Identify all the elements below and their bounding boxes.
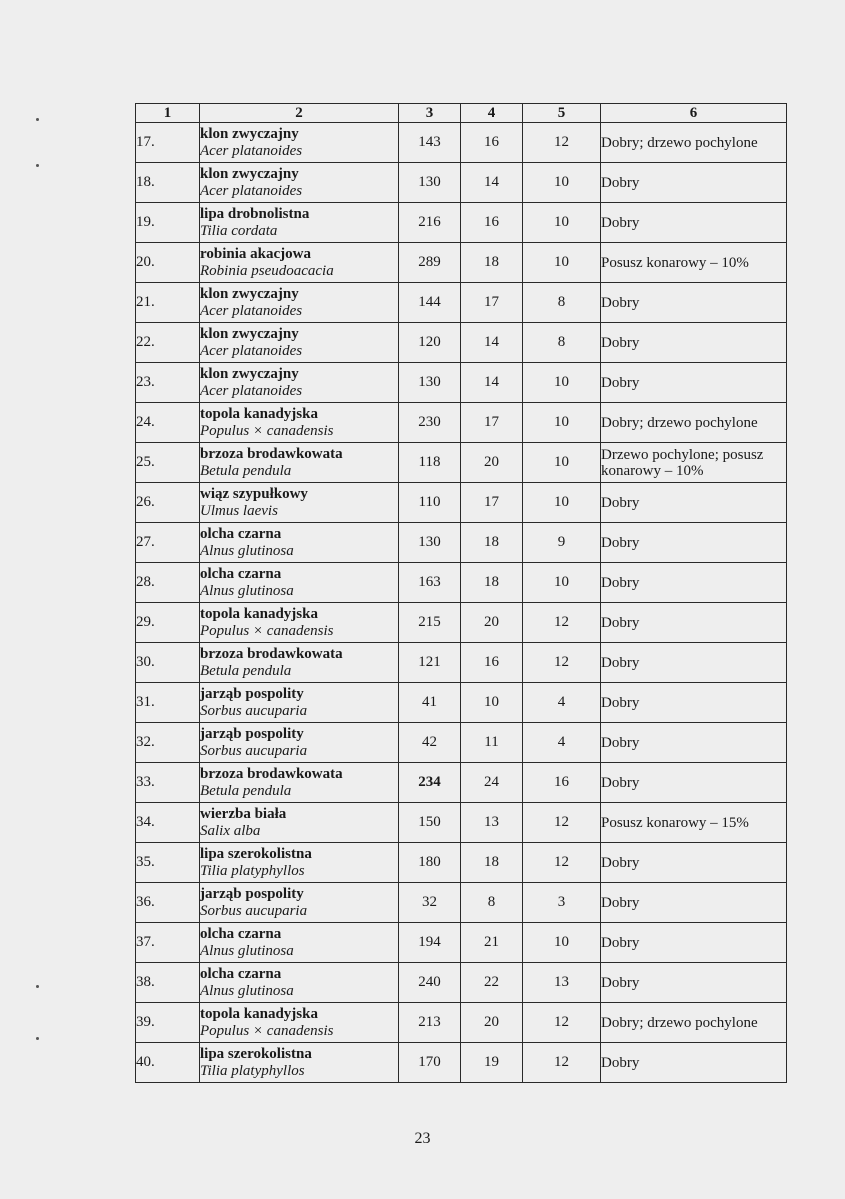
column-4-value: 17: [461, 483, 523, 523]
table-row: [136, 323, 787, 363]
column-5-value: 10: [523, 563, 601, 603]
table-row: [136, 163, 787, 203]
table-row: [136, 1043, 787, 1083]
species-polish-name: jarząb pospolity: [200, 885, 304, 902]
species-polish-name: brzoza brodawkowata: [200, 445, 343, 462]
scan-speck: [36, 1037, 39, 1040]
column-4-value: 13: [461, 803, 523, 843]
condition-note: Dobry; drzewo pochylone: [601, 403, 787, 443]
column-5-value: 10: [523, 403, 601, 443]
species-latin-name: Acer platanoides: [200, 142, 303, 159]
row-number: 37.: [136, 923, 200, 963]
row-number: 17.: [136, 123, 200, 163]
species-cell: [200, 563, 399, 603]
column-3-value: 194: [399, 923, 461, 963]
row-number: 28.: [136, 563, 200, 603]
column-4-value: 18: [461, 243, 523, 283]
row-number: 30.: [136, 643, 200, 683]
header-row: [136, 104, 787, 123]
table-row: [136, 123, 787, 163]
column-5-value: 10: [523, 203, 601, 243]
column-5-value: 12: [523, 843, 601, 883]
column-5-value: 10: [523, 483, 601, 523]
column-3-value: 215: [399, 603, 461, 643]
column-4-value: 10: [461, 683, 523, 723]
tree-inventory-table: [135, 103, 787, 1083]
species-polish-name: olcha czarna: [200, 565, 282, 582]
species-cell: [200, 683, 399, 723]
table-row: [136, 963, 787, 1003]
column-3-value: 289: [399, 243, 461, 283]
table-row: [136, 1003, 787, 1043]
column-header: 6: [601, 104, 787, 123]
species-latin-name: Alnus glutinosa: [200, 982, 294, 999]
species-cell: [200, 363, 399, 403]
species-polish-name: olcha czarna: [200, 525, 282, 542]
condition-note: Dobry: [601, 843, 787, 883]
species-polish-name: topola kanadyjska: [200, 1005, 318, 1022]
species-cell: [200, 163, 399, 203]
species-polish-name: olcha czarna: [200, 925, 282, 942]
column-4-value: 14: [461, 323, 523, 363]
column-4-value: 20: [461, 603, 523, 643]
species-polish-name: robinia akacjowa: [200, 245, 311, 262]
column-4-value: 22: [461, 963, 523, 1003]
condition-note: Dobry: [601, 483, 787, 523]
column-5-value: 10: [523, 923, 601, 963]
column-4-value: 20: [461, 1003, 523, 1043]
table-row: [136, 643, 787, 683]
species-latin-name: Betula pendula: [200, 462, 292, 479]
species-latin-name: Tilia cordata: [200, 222, 278, 239]
condition-note: Dobry: [601, 883, 787, 923]
species-cell: [200, 843, 399, 883]
species-cell: [200, 203, 399, 243]
condition-note: Dobry; drzewo pochylone: [601, 1003, 787, 1043]
column-4-value: 16: [461, 123, 523, 163]
row-number: 22.: [136, 323, 200, 363]
row-number: 26.: [136, 483, 200, 523]
species-latin-name: Sorbus aucuparia: [200, 702, 308, 719]
column-4-value: 21: [461, 923, 523, 963]
condition-note: Dobry: [601, 523, 787, 563]
species-cell: [200, 603, 399, 643]
species-polish-name: wiąz szypułkowy: [200, 485, 308, 502]
species-cell: [200, 443, 399, 483]
column-3-value: 234: [399, 763, 461, 803]
column-3-value: 163: [399, 563, 461, 603]
column-5-value: 10: [523, 363, 601, 403]
row-number: 39.: [136, 1003, 200, 1043]
table-row: [136, 523, 787, 563]
column-5-value: 4: [523, 723, 601, 763]
column-3-value: 130: [399, 363, 461, 403]
species-latin-name: Acer platanoides: [200, 342, 303, 359]
column-5-value: 10: [523, 243, 601, 283]
table-row: [136, 723, 787, 763]
species-polish-name: klon zwyczajny: [200, 365, 299, 382]
table-row: [136, 283, 787, 323]
row-number: 25.: [136, 443, 200, 483]
column-4-value: 17: [461, 403, 523, 443]
condition-note: Dobry: [601, 563, 787, 603]
species-polish-name: brzoza brodawkowata: [200, 645, 343, 662]
scan-speck: [36, 118, 39, 121]
column-4-value: 18: [461, 843, 523, 883]
table-row: [136, 243, 787, 283]
column-5-value: 8: [523, 323, 601, 363]
species-latin-name: Sorbus aucuparia: [200, 902, 308, 919]
species-polish-name: jarząb pospolity: [200, 725, 304, 742]
column-4-value: 18: [461, 563, 523, 603]
species-cell: [200, 763, 399, 803]
species-polish-name: brzoza brodawkowata: [200, 765, 343, 782]
column-4-value: 18: [461, 523, 523, 563]
column-3-value: 144: [399, 283, 461, 323]
condition-note: Dobry: [601, 163, 787, 203]
condition-note: Dobry; drzewo pochylone: [601, 123, 787, 163]
condition-note: Dobry: [601, 683, 787, 723]
column-4-value: 14: [461, 363, 523, 403]
species-cell: [200, 283, 399, 323]
column-5-value: 13: [523, 963, 601, 1003]
species-latin-name: Acer platanoides: [200, 182, 303, 199]
species-cell: [200, 963, 399, 1003]
column-3-value: 216: [399, 203, 461, 243]
species-cell: [200, 483, 399, 523]
species-cell: [200, 723, 399, 763]
column-4-value: 24: [461, 763, 523, 803]
species-polish-name: lipa szerokolistna: [200, 1045, 312, 1062]
species-latin-name: Robinia pseudoacacia: [200, 262, 334, 279]
row-number: 27.: [136, 523, 200, 563]
species-polish-name: klon zwyczajny: [200, 285, 299, 302]
row-number: 24.: [136, 403, 200, 443]
condition-note: Posusz konarowy – 15%: [601, 803, 787, 843]
column-3-value: 170: [399, 1043, 461, 1083]
page-number: 23: [414, 1130, 431, 1147]
column-3-value: 32: [399, 883, 461, 923]
column-4-value: 11: [461, 723, 523, 763]
column-5-value: 16: [523, 763, 601, 803]
condition-note: Dobry: [601, 603, 787, 643]
species-cell: [200, 323, 399, 363]
species-latin-name: Tilia platyphyllos: [200, 862, 305, 879]
column-3-value: 213: [399, 1003, 461, 1043]
column-4-value: 8: [461, 883, 523, 923]
row-number: 36.: [136, 883, 200, 923]
species-polish-name: lipa szerokolistna: [200, 845, 312, 862]
species-latin-name: Acer platanoides: [200, 382, 303, 399]
condition-note: Dobry: [601, 363, 787, 403]
table-row: [136, 923, 787, 963]
table-row: [136, 683, 787, 723]
species-latin-name: Alnus glutinosa: [200, 542, 294, 559]
column-4-value: 19: [461, 1043, 523, 1083]
species-cell: [200, 1003, 399, 1043]
row-number: 38.: [136, 963, 200, 1003]
species-polish-name: topola kanadyjska: [200, 405, 318, 422]
column-4-value: 16: [461, 203, 523, 243]
column-3-value: 41: [399, 683, 461, 723]
table-row: [136, 443, 787, 483]
column-5-value: 10: [523, 163, 601, 203]
row-number: 18.: [136, 163, 200, 203]
column-3-value: 121: [399, 643, 461, 683]
column-3-value: 118: [399, 443, 461, 483]
table-row: [136, 603, 787, 643]
column-4-value: 20: [461, 443, 523, 483]
column-3-value: 143: [399, 123, 461, 163]
species-polish-name: topola kanadyjska: [200, 605, 318, 622]
species-cell: [200, 403, 399, 443]
table-body: [136, 123, 787, 1083]
species-latin-name: Tilia platyphyllos: [200, 1062, 305, 1079]
species-cell: [200, 123, 399, 163]
species-latin-name: Populus × canadensis: [200, 1022, 334, 1039]
table-row: [136, 843, 787, 883]
column-5-value: 3: [523, 883, 601, 923]
species-latin-name: Populus × canadensis: [200, 622, 334, 639]
column-5-value: 12: [523, 643, 601, 683]
species-cell: [200, 643, 399, 683]
table-row: [136, 803, 787, 843]
column-5-value: 12: [523, 603, 601, 643]
table-row: [136, 763, 787, 803]
column-5-value: 12: [523, 1003, 601, 1043]
row-number: 32.: [136, 723, 200, 763]
condition-note: Dobry: [601, 1043, 787, 1083]
table-row: [136, 363, 787, 403]
species-cell: [200, 1043, 399, 1083]
column-header: 5: [523, 104, 601, 123]
column-5-value: 8: [523, 283, 601, 323]
species-polish-name: wierzba biała: [200, 805, 287, 822]
column-3-value: 130: [399, 163, 461, 203]
species-cell: [200, 523, 399, 563]
column-5-value: 12: [523, 123, 601, 163]
condition-note: Dobry: [601, 923, 787, 963]
condition-note: Dobry: [601, 643, 787, 683]
table-row: [136, 563, 787, 603]
condition-note: Posusz konarowy – 10%: [601, 243, 787, 283]
column-header: 4: [461, 104, 523, 123]
species-polish-name: jarząb pospolity: [200, 685, 304, 702]
column-5-value: 9: [523, 523, 601, 563]
column-4-value: 14: [461, 163, 523, 203]
column-3-value: 180: [399, 843, 461, 883]
species-latin-name: Alnus glutinosa: [200, 942, 294, 959]
species-latin-name: Acer platanoides: [200, 302, 303, 319]
species-cell: [200, 243, 399, 283]
species-cell: [200, 923, 399, 963]
column-3-value: 110: [399, 483, 461, 523]
condition-note: Dobry: [601, 323, 787, 363]
column-5-value: 12: [523, 1043, 601, 1083]
column-3-value: 240: [399, 963, 461, 1003]
condition-note: Dobry: [601, 763, 787, 803]
species-latin-name: Betula pendula: [200, 662, 292, 679]
species-polish-name: klon zwyczajny: [200, 125, 299, 142]
table-row: [136, 403, 787, 443]
row-number: 21.: [136, 283, 200, 323]
column-5-value: 10: [523, 443, 601, 483]
condition-note: Dobry: [601, 203, 787, 243]
table-row: [136, 883, 787, 923]
column-3-value: 42: [399, 723, 461, 763]
scan-speck: [36, 164, 39, 167]
species-latin-name: Ulmus laevis: [200, 502, 278, 519]
species-latin-name: Betula pendula: [200, 782, 292, 799]
species-polish-name: olcha czarna: [200, 965, 282, 982]
column-5-value: 4: [523, 683, 601, 723]
row-number: 19.: [136, 203, 200, 243]
condition-note: Dobry: [601, 723, 787, 763]
table-row: [136, 203, 787, 243]
column-3-value: 230: [399, 403, 461, 443]
row-number: 31.: [136, 683, 200, 723]
species-latin-name: Alnus glutinosa: [200, 582, 294, 599]
column-4-value: 17: [461, 283, 523, 323]
column-header: 1: [136, 104, 200, 123]
row-number: 40.: [136, 1043, 200, 1083]
row-number: 23.: [136, 363, 200, 403]
species-polish-name: lipa drobnolistna: [200, 205, 310, 222]
condition-note: Drzewo pochylone; posusz konarowy – 10%: [601, 443, 787, 483]
row-number: 29.: [136, 603, 200, 643]
column-5-value: 12: [523, 803, 601, 843]
species-polish-name: klon zwyczajny: [200, 325, 299, 342]
column-3-value: 120: [399, 323, 461, 363]
table-row: [136, 483, 787, 523]
row-number: 20.: [136, 243, 200, 283]
species-latin-name: Salix alba: [200, 822, 261, 839]
row-number: 34.: [136, 803, 200, 843]
row-number: 35.: [136, 843, 200, 883]
species-latin-name: Sorbus aucuparia: [200, 742, 308, 759]
row-number: 33.: [136, 763, 200, 803]
species-cell: [200, 883, 399, 923]
scan-speck: [36, 985, 39, 988]
species-polish-name: klon zwyczajny: [200, 165, 299, 182]
column-3-value: 130: [399, 523, 461, 563]
condition-note: Dobry: [601, 283, 787, 323]
species-cell: [200, 803, 399, 843]
species-latin-name: Populus × canadensis: [200, 422, 334, 439]
column-3-value: 150: [399, 803, 461, 843]
column-4-value: 16: [461, 643, 523, 683]
column-header: 2: [200, 104, 399, 123]
column-header: 3: [399, 104, 461, 123]
condition-note: Dobry: [601, 963, 787, 1003]
